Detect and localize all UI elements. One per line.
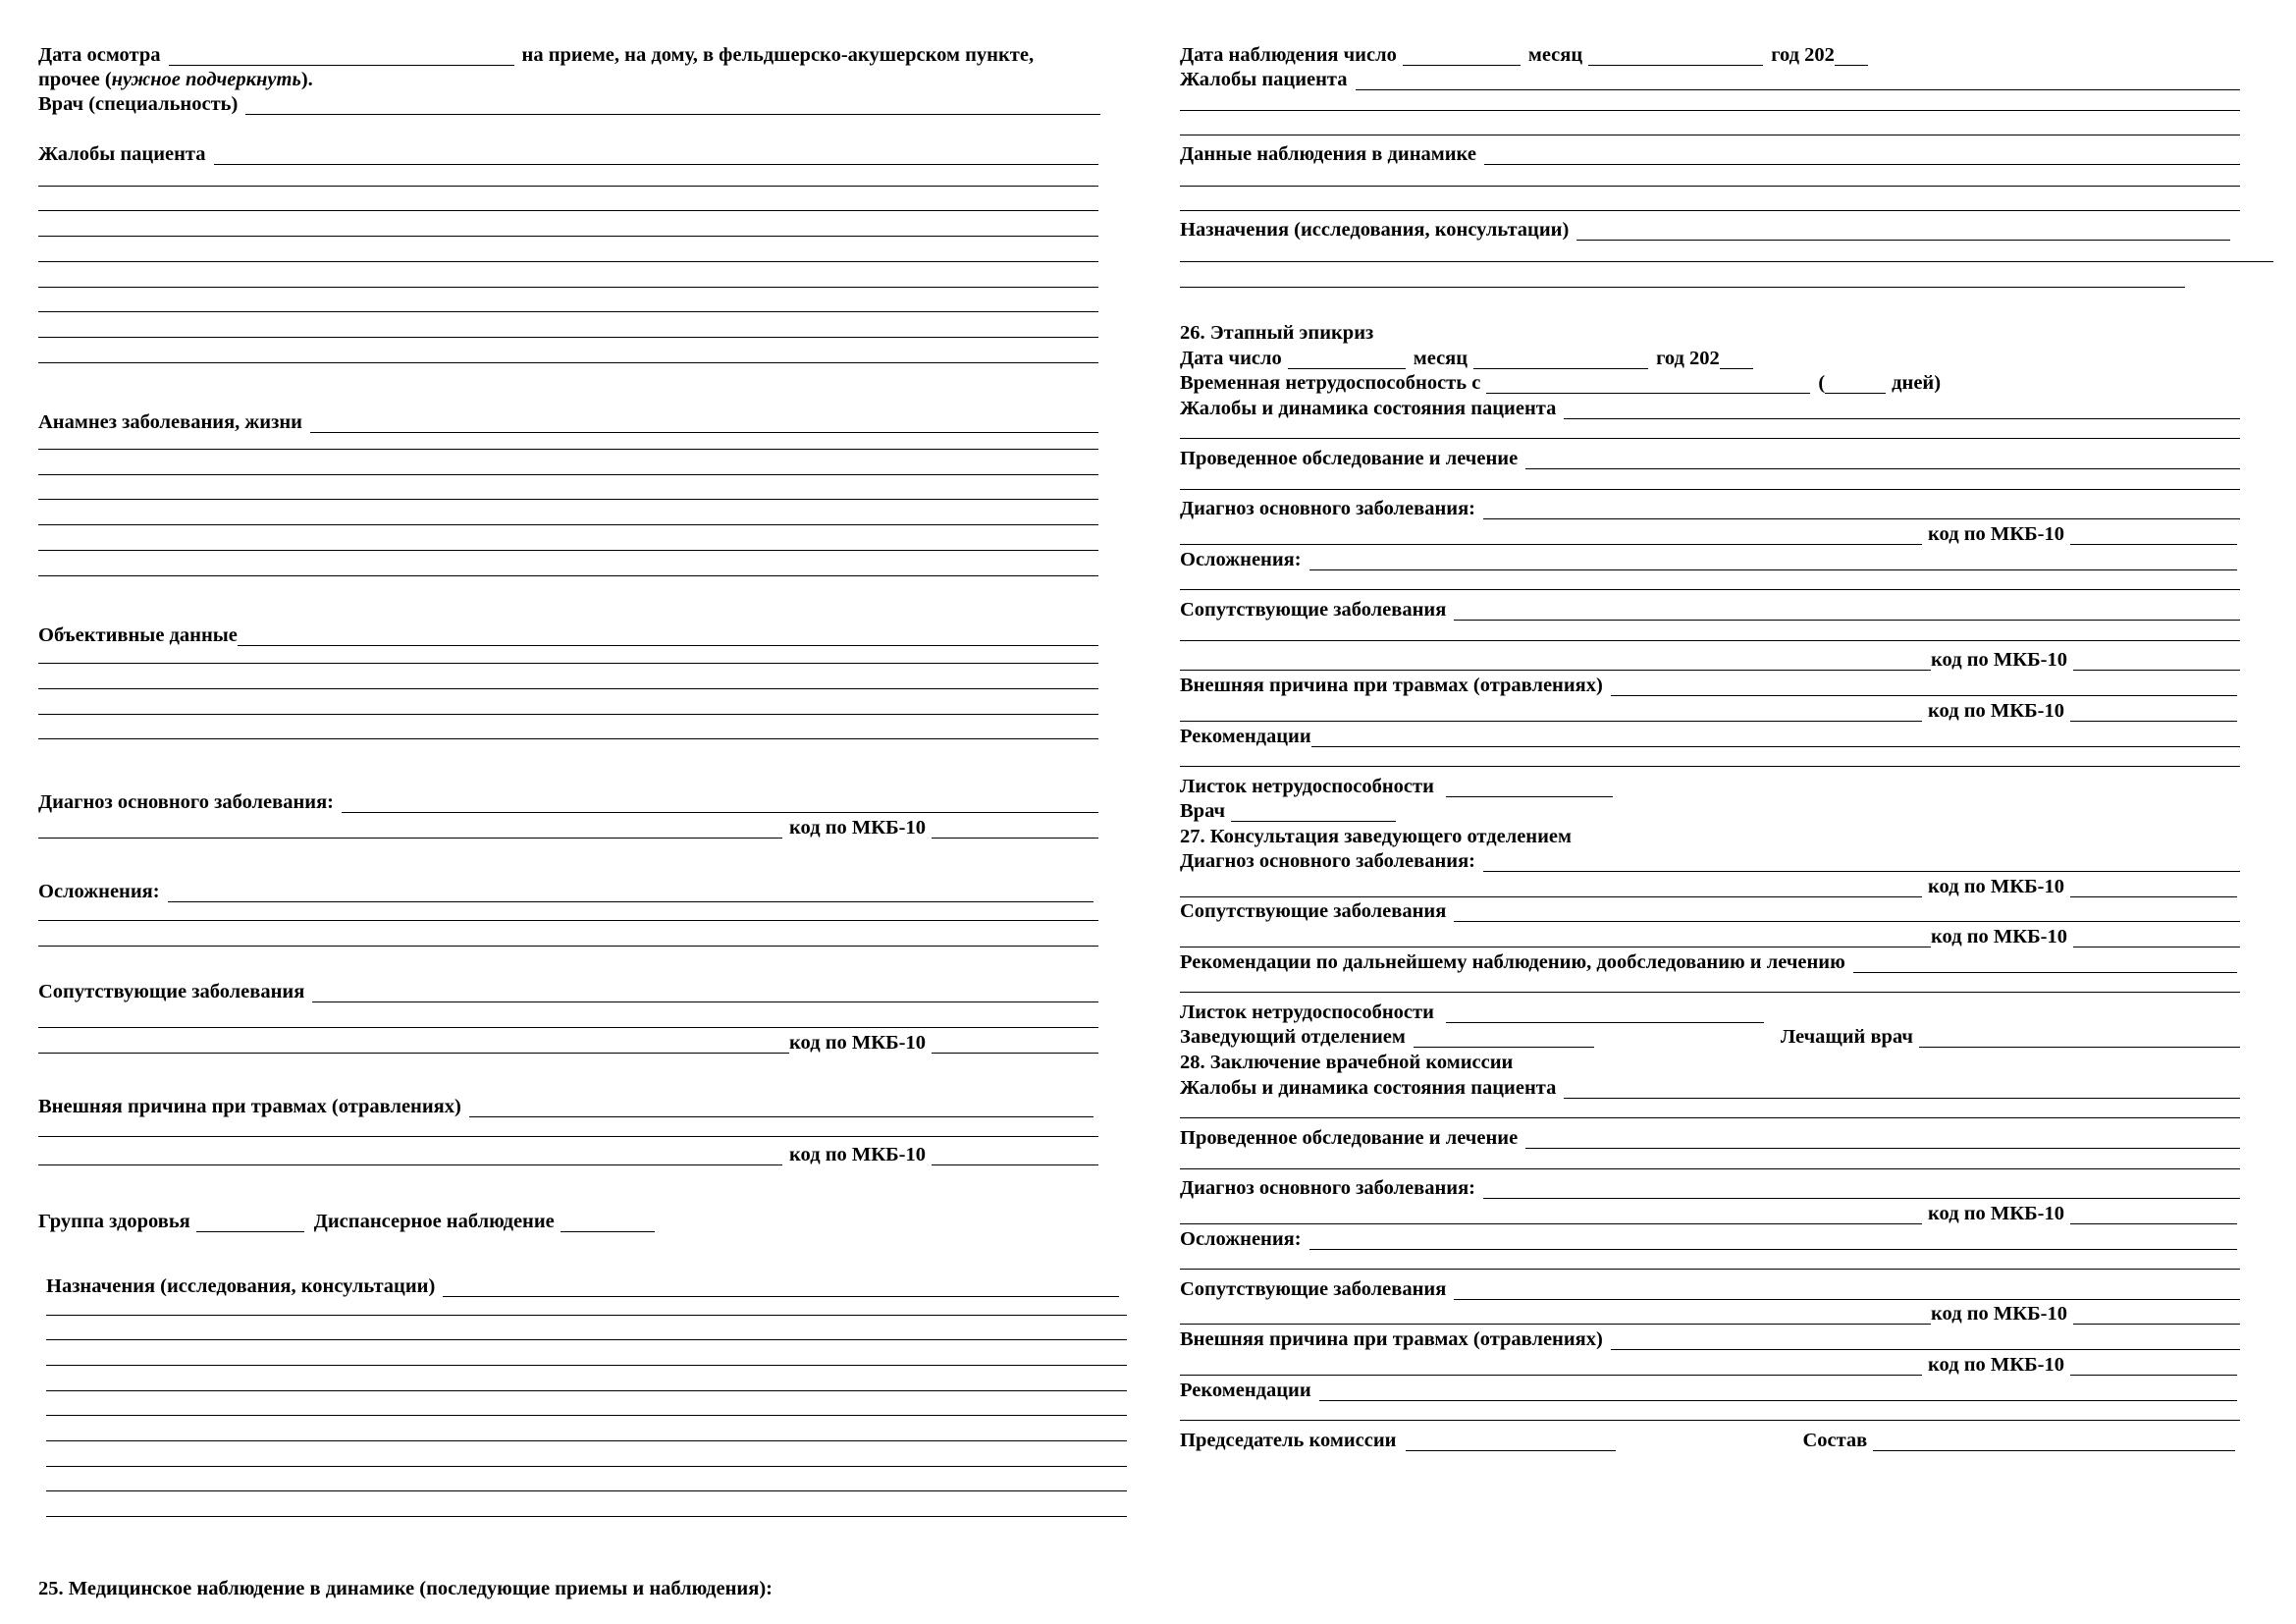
- diagnosis-label: Диагноз основного заболевания:: [38, 790, 335, 813]
- vk-signatures-row: [1180, 1427, 2235, 1451]
- anamnesis-line[interactable]: [38, 474, 1098, 475]
- vk-comorbid-icd-label: код по МКБ-10: [1931, 1302, 2067, 1325]
- complaints-row: [38, 140, 1098, 165]
- vk-exam-field[interactable]: [1525, 1130, 2240, 1149]
- head-sick-leave-label: Листок нетрудоспособности: [1180, 1001, 1434, 1023]
- vk-complaints-label: Жалобы и динамика состояния пациента: [1180, 1076, 1557, 1099]
- head-further-rec-line[interactable]: [1180, 992, 2240, 993]
- epi-sick-leave-row: [1180, 773, 1613, 797]
- diagnosis-icd-row: [38, 814, 1098, 839]
- obs-date-label: Дата наблюдения число: [1180, 43, 1397, 66]
- head-diagnosis-icd-row: [1180, 873, 2237, 897]
- epicrisis-day-field[interactable]: [1288, 351, 1406, 369]
- diagnosis-icd-field[interactable]: [932, 820, 1098, 839]
- anamnesis-line[interactable]: [38, 550, 1098, 551]
- head-comorbid-icd-row: [1180, 923, 2240, 947]
- attending-label: Лечащий врач: [1780, 1025, 1913, 1048]
- vk-complications-label: Осложнения:: [1180, 1227, 1302, 1250]
- head-diagnosis-icd-field[interactable]: [2070, 879, 2237, 897]
- comorbid-field[interactable]: [312, 984, 1098, 1002]
- epi-external-field-2[interactable]: [1180, 703, 1922, 722]
- epi-recommendations-row: [1180, 723, 2240, 747]
- objective-line[interactable]: [38, 714, 1098, 715]
- obs-month-field[interactable]: [1588, 47, 1763, 66]
- head-further-rec-label: Рекомендации по дальнейшему наблюдению, дообследованию и лечению: [1180, 950, 1845, 973]
- complaints-line[interactable]: [38, 210, 1098, 211]
- dispensary-label: Диспансерное наблюдение: [313, 1210, 555, 1232]
- comorbid-label: Сопутствующие заболевания: [38, 980, 305, 1002]
- complaints-line[interactable]: [38, 261, 1098, 262]
- epi-diagnosis-row: [1180, 495, 2240, 519]
- prescriptions-line[interactable]: [46, 1365, 1127, 1366]
- anamnesis-line[interactable]: [38, 499, 1098, 500]
- prescriptions-line[interactable]: [46, 1315, 1127, 1316]
- anamnesis-label: Анамнез заболевания, жизни: [38, 410, 302, 433]
- obs-prescriptions-line[interactable]: [1180, 261, 2273, 262]
- external-icd-row: [38, 1141, 1098, 1165]
- head-diagnosis-field-2[interactable]: [1180, 879, 1922, 897]
- obs-prescriptions-label: Назначения (исследования, консультации): [1180, 218, 1570, 241]
- obs-complaints-label: Жалобы пациента: [1180, 68, 1348, 90]
- vk-complaints-row: [1180, 1074, 2240, 1099]
- head-further-rec-field[interactable]: [1853, 954, 2237, 973]
- vk-external-row: [1180, 1326, 2240, 1350]
- head-comorbid-field-2[interactable]: [1180, 929, 1931, 947]
- disability-days-field[interactable]: [1825, 375, 1886, 394]
- vk-external-field[interactable]: [1611, 1331, 2240, 1350]
- members-label: Состав: [1802, 1429, 1868, 1451]
- obs-prescriptions-field[interactable]: [1576, 222, 2230, 241]
- health-group-row: [38, 1208, 655, 1232]
- epi-sick-leave-label: Листок нетрудоспособности: [1180, 775, 1434, 797]
- chair-label: Председатель комиссии: [1180, 1429, 1397, 1451]
- prescriptions-row: [46, 1272, 1119, 1297]
- head-diagnosis-row: [1180, 847, 2240, 872]
- dynamics-row: [1180, 140, 2240, 165]
- vk-external-icd-field[interactable]: [2070, 1357, 2237, 1376]
- vk-complaints-field[interactable]: [1564, 1080, 2240, 1099]
- disability-label: Временная нетрудоспособность с: [1180, 371, 1481, 394]
- objective-line[interactable]: [38, 688, 1098, 689]
- vk-exam-label: Проведенное обследование и лечение: [1180, 1126, 1519, 1149]
- visit-date-field[interactable]: [169, 47, 514, 66]
- external-field-2[interactable]: [38, 1147, 782, 1165]
- epi-complications-row: [1180, 546, 2237, 570]
- obs-complaints-field[interactable]: [1356, 72, 2241, 90]
- epi-comorbid-field[interactable]: [1454, 602, 2240, 621]
- comorbid-icd-row: [38, 1029, 1098, 1054]
- complications-line[interactable]: [38, 920, 1098, 921]
- objective-line[interactable]: [38, 663, 1098, 664]
- vk-exam-row: [1180, 1124, 2240, 1149]
- vk-diagnosis-label: Диагноз основного заболевания:: [1180, 1176, 1476, 1199]
- complaints-label: Жалобы пациента: [38, 142, 206, 165]
- dynamics-line[interactable]: [1180, 186, 2240, 187]
- complaints-line[interactable]: [38, 337, 1098, 338]
- head-diagnosis-icd-label: код по МКБ-10: [1928, 875, 2064, 897]
- obs-month-label: месяц: [1527, 43, 1583, 66]
- obs-year-label: год 202: [1771, 43, 1835, 66]
- epi-recommendations-line[interactable]: [1180, 766, 2240, 767]
- epi-diagnosis-field[interactable]: [1483, 501, 2240, 519]
- epi-complications-label: Осложнения:: [1180, 548, 1302, 570]
- epi-external-icd-row: [1180, 697, 2237, 722]
- section-26-heading: [1180, 319, 1373, 344]
- vk-comorbid-icd-row: [1180, 1300, 2240, 1325]
- complications-field[interactable]: [168, 884, 1094, 902]
- prescriptions-field[interactable]: [443, 1278, 1119, 1297]
- epicrisis-month-label: месяц: [1413, 347, 1468, 369]
- vk-external-icd-label: код по МКБ-10: [1928, 1353, 2064, 1376]
- comorbid-row: [38, 978, 1098, 1002]
- head-diagnosis-label: Диагноз основного заболевания:: [1180, 849, 1476, 872]
- head-sick-leave-row: [1180, 999, 1764, 1023]
- vk-recommendations-label: Рекомендации: [1180, 1379, 1311, 1401]
- dynamics-line[interactable]: [1180, 210, 2240, 211]
- other-italic: нужное подчеркнуть: [111, 68, 301, 90]
- head-comorbid-label: Сопутствующие заболевания: [1180, 899, 1447, 922]
- epicrisis-year-label: год 202: [1656, 347, 1720, 369]
- epi-complications-line[interactable]: [1180, 589, 2240, 590]
- anamnesis-field[interactable]: [310, 414, 1098, 433]
- external-label: Внешняя причина при травмах (отравлениях): [38, 1095, 461, 1117]
- external-icd-label: код по МКБ-10: [789, 1143, 926, 1165]
- epi-comorbid-row: [1180, 596, 2240, 621]
- epi-exam-line[interactable]: [1180, 489, 2240, 490]
- epi-external-label: Внешняя причина при травмах (отравлениях): [1180, 674, 1603, 696]
- vk-recommendations-row: [1180, 1377, 2237, 1401]
- disability-from-field[interactable]: [1486, 375, 1810, 394]
- vk-comorbid-field-2[interactable]: [1180, 1306, 1931, 1325]
- vk-external-label: Внешняя причина при травмах (отравлениях): [1180, 1327, 1603, 1350]
- attending-signature-field[interactable]: [1919, 1029, 2240, 1048]
- chair-signature-field[interactable]: [1406, 1433, 1616, 1451]
- vk-exam-line[interactable]: [1180, 1168, 2240, 1169]
- head-comorbid-field[interactable]: [1454, 903, 2240, 922]
- days-label: дней): [1892, 371, 1942, 394]
- epi-doctor-label: Врач: [1180, 799, 1226, 822]
- vk-recommendations-field[interactable]: [1319, 1382, 2237, 1401]
- epi-diagnosis-field-2[interactable]: [1180, 526, 1922, 545]
- vk-diagnosis-icd-row: [1180, 1200, 2237, 1224]
- obs-year-field[interactable]: [1835, 47, 1868, 66]
- epi-diagnosis-icd-label: код по МКБ-10: [1928, 522, 2064, 545]
- vk-diagnosis-field[interactable]: [1483, 1180, 2240, 1199]
- epi-diagnosis-icd-field[interactable]: [2070, 526, 2237, 545]
- vk-diagnosis-icd-field[interactable]: [2070, 1206, 2237, 1224]
- prescriptions-line[interactable]: [46, 1415, 1127, 1416]
- epi-complaints-label: Жалобы и динамика состояния пациента: [1180, 397, 1557, 419]
- epi-comorbid-field-2[interactable]: [1180, 652, 1931, 671]
- prescriptions-label: Назначения (исследования, консультации): [46, 1274, 436, 1297]
- vk-complaints-line[interactable]: [1180, 1117, 2240, 1118]
- dynamics-label: Данные наблюдения в динамике: [1180, 142, 1476, 165]
- head-signature-field[interactable]: [1414, 1029, 1594, 1048]
- epi-complications-field[interactable]: [1309, 552, 2237, 570]
- diagnosis-field-2[interactable]: [38, 820, 782, 839]
- epi-external-icd-field[interactable]: [2070, 703, 2237, 722]
- epi-diagnosis-icd-row: [1180, 520, 2237, 545]
- epi-complaints-row: [1180, 395, 2240, 419]
- head-further-rec-row: [1180, 948, 2237, 973]
- epi-doctor-field[interactable]: [1231, 803, 1396, 822]
- other-suffix: ).: [300, 68, 313, 90]
- head-sick-leave-field[interactable]: [1446, 1004, 1764, 1023]
- prescriptions-line[interactable]: [46, 1339, 1127, 1340]
- other-row: [38, 66, 313, 90]
- section-27-label: 27. Консультация заведующего отделением: [1180, 825, 1572, 847]
- visit-date-row: [38, 41, 1098, 66]
- anamnesis-line[interactable]: [38, 449, 1098, 450]
- diagnosis-row: [38, 788, 1098, 813]
- prescriptions-line[interactable]: [46, 1516, 1127, 1517]
- visit-place-options: на приеме, на дому, в фельдшерско-акушерском пункте,: [521, 43, 1035, 66]
- epi-recommendations-field[interactable]: [1311, 729, 2240, 747]
- other-prefix: прочее (: [38, 68, 112, 90]
- complaints-field[interactable]: [214, 146, 1099, 165]
- complaints-line[interactable]: [38, 287, 1098, 288]
- diagnosis-icd-label: код по МКБ-10: [789, 816, 926, 839]
- complaints-line[interactable]: [38, 236, 1098, 237]
- epi-comorbid-line[interactable]: [1180, 640, 2240, 641]
- dynamics-field[interactable]: [1484, 146, 2240, 165]
- epicrisis-date-row: [1180, 345, 1753, 369]
- epi-external-field[interactable]: [1611, 677, 2237, 696]
- epi-exam-label: Проведенное обследование и лечение: [1180, 447, 1519, 469]
- comorbid-icd-label: код по МКБ-10: [789, 1031, 926, 1054]
- epi-complaints-field[interactable]: [1564, 401, 2240, 419]
- section-25-heading: [38, 1575, 773, 1599]
- epi-external-row: [1180, 672, 2237, 696]
- head-signatures-row: [1180, 1023, 2240, 1048]
- prescriptions-line[interactable]: [46, 1440, 1127, 1441]
- obs-complaints-row: [1180, 66, 2240, 90]
- section-28-heading: [1180, 1049, 1513, 1073]
- epi-comorbid-icd-row: [1180, 646, 2240, 671]
- epi-comorbid-icd-field[interactable]: [2073, 652, 2240, 671]
- epi-diagnosis-label: Диагноз основного заболевания:: [1180, 497, 1476, 519]
- complaints-line[interactable]: [38, 311, 1098, 312]
- vk-complications-row: [1180, 1225, 2237, 1250]
- visit-date-label: Дата осмотра: [38, 43, 161, 66]
- epi-complaints-line[interactable]: [1180, 438, 2240, 439]
- health-group-field[interactable]: [196, 1214, 304, 1232]
- vk-diagnosis-icd-label: код по МКБ-10: [1928, 1202, 2064, 1224]
- vk-complications-line[interactable]: [1180, 1269, 2240, 1270]
- prescriptions-line[interactable]: [46, 1466, 1127, 1467]
- complications-line[interactable]: [38, 946, 1098, 947]
- vk-recommendations-line[interactable]: [1180, 1420, 2240, 1421]
- head-comorbid-icd-label: код по МКБ-10: [1931, 925, 2067, 947]
- vk-comorbid-label: Сопутствующие заболевания: [1180, 1277, 1447, 1300]
- comorbid-field-2[interactable]: [38, 1035, 789, 1054]
- epi-sick-leave-field[interactable]: [1446, 779, 1613, 797]
- obs-date-row: [1180, 41, 1868, 66]
- doctor-row: [38, 90, 1100, 115]
- epi-comorbid-label: Сопутствующие заболевания: [1180, 598, 1447, 621]
- obs-prescriptions-line[interactable]: [1180, 287, 2185, 288]
- vk-comorbid-icd-field[interactable]: [2073, 1306, 2240, 1325]
- anamnesis-line[interactable]: [38, 575, 1098, 576]
- doctor-field[interactable]: [245, 96, 1100, 115]
- section-26-label: 26. Этапный эпикриз: [1180, 321, 1374, 344]
- external-row: [38, 1093, 1094, 1117]
- vk-external-field-2[interactable]: [1180, 1357, 1922, 1376]
- complications-row: [38, 878, 1094, 902]
- complaints-line[interactable]: [38, 362, 1098, 363]
- section-27-heading: [1180, 823, 1572, 847]
- objective-field[interactable]: [238, 627, 1098, 646]
- epi-doctor-row: [1180, 797, 1396, 822]
- comorbid-line[interactable]: [38, 1027, 1098, 1028]
- anamnesis-line[interactable]: [38, 524, 1098, 525]
- disability-row: [1180, 369, 1941, 394]
- objective-line[interactable]: [38, 738, 1098, 739]
- health-group-label: Группа здоровья: [38, 1210, 190, 1232]
- vk-diagnosis-field-2[interactable]: [1180, 1206, 1922, 1224]
- epi-exam-row: [1180, 445, 2240, 469]
- complications-label: Осложнения:: [38, 880, 160, 902]
- vk-external-icd-row: [1180, 1351, 2237, 1376]
- vk-diagnosis-row: [1180, 1174, 2240, 1199]
- complaints-line[interactable]: [38, 186, 1098, 187]
- obs-complaints-line[interactable]: [1180, 110, 2240, 111]
- diagnosis-field[interactable]: [342, 794, 1098, 813]
- obs-day-field[interactable]: [1403, 47, 1521, 66]
- vk-complications-field[interactable]: [1309, 1231, 2237, 1250]
- external-icd-field[interactable]: [932, 1147, 1098, 1165]
- epicrisis-year-field[interactable]: [1720, 351, 1753, 369]
- head-label: Заведующий отделением: [1180, 1025, 1406, 1048]
- head-diagnosis-field[interactable]: [1483, 853, 2240, 872]
- obs-prescriptions-row: [1180, 216, 2230, 241]
- days-open-paren: (: [1818, 371, 1826, 394]
- vk-comorbid-row: [1180, 1275, 2240, 1300]
- anamnesis-row: [38, 408, 1098, 433]
- epi-external-icd-label: код по МКБ-10: [1928, 699, 2064, 722]
- section-28-label: 28. Заключение врачебной комиссии: [1180, 1051, 1514, 1073]
- epi-comorbid-icd-label: код по МКБ-10: [1931, 648, 2067, 671]
- epi-recommendations-label: Рекомендации: [1180, 725, 1311, 747]
- objective-label: Объективные данные: [38, 623, 238, 646]
- head-comorbid-icd-field[interactable]: [2073, 929, 2240, 947]
- vk-comorbid-field[interactable]: [1454, 1281, 2240, 1300]
- doctor-label: Врач (специальность): [38, 92, 239, 115]
- objective-row: [38, 622, 1098, 646]
- epicrisis-month-field[interactable]: [1473, 351, 1648, 369]
- prescriptions-line[interactable]: [46, 1490, 1127, 1491]
- members-field[interactable]: [1873, 1433, 2235, 1451]
- prescriptions-line[interactable]: [46, 1390, 1127, 1391]
- epicrisis-date-label: Дата число: [1180, 347, 1282, 369]
- epi-exam-field[interactable]: [1525, 451, 2240, 469]
- head-comorbid-row: [1180, 897, 2240, 922]
- comorbid-icd-field[interactable]: [932, 1035, 1098, 1054]
- section-25-label: 25. Медицинское наблюдение в динамике (последующие приемы и наблюдения):: [38, 1577, 773, 1599]
- external-field[interactable]: [469, 1099, 1094, 1117]
- external-line[interactable]: [38, 1136, 1098, 1137]
- dispensary-field[interactable]: [561, 1214, 655, 1232]
